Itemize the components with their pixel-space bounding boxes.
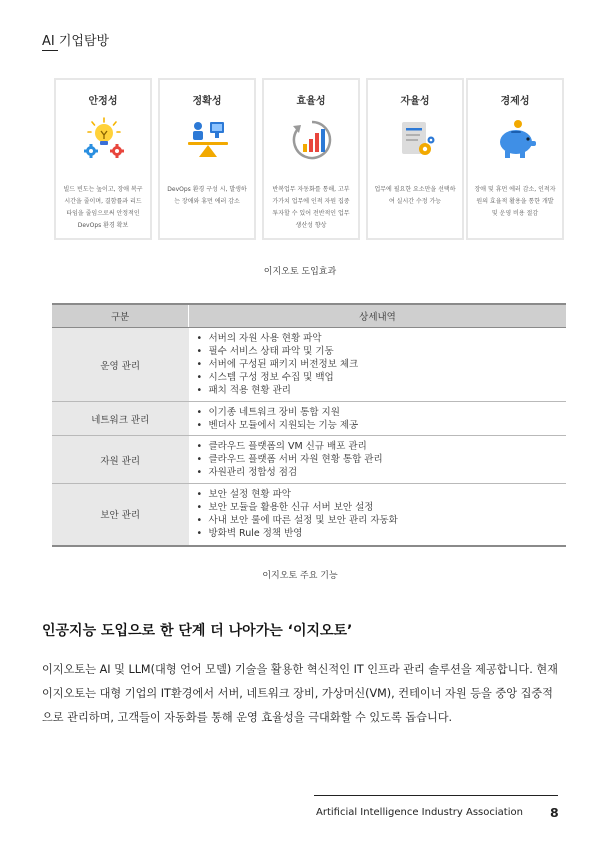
row-details	[189, 402, 567, 436]
article-heading: 인공지능 도입으로 한 단계 더 나아가는 ‘이지오토’	[42, 623, 353, 639]
detail-item: • 자원관리 정합성 점검	[197, 466, 567, 479]
table-header-details: 상세내역	[189, 304, 567, 328]
table-header-category: 구분	[52, 304, 189, 328]
piggy-bank-icon	[492, 116, 540, 164]
row-category: 운영 관리	[52, 328, 189, 402]
card-economy	[466, 78, 564, 240]
card-description: DevOps 환경 구성 시, 발생하는 장애와 휴먼 에러 감소	[167, 186, 247, 205]
card-title: 자율성	[400, 96, 430, 107]
row-category: 자원 관리	[52, 436, 189, 484]
cards-caption: 이지오토 도입효과	[263, 267, 337, 277]
card-description: 업무에 필요한 요소만을 선택하여 실시간 수정 가능	[374, 186, 456, 205]
card-autonomy	[366, 78, 464, 240]
page-number: 8	[550, 805, 559, 820]
detail-item: • 클라우드 플랫폼 서버 자원 현황 통합 관리	[197, 453, 567, 466]
card-accuracy	[158, 78, 256, 240]
detail-item: • 이기종 네트워크 장비 통합 지원	[197, 406, 567, 419]
card-efficiency	[262, 78, 360, 240]
row-category: 네트워크 관리	[52, 402, 189, 436]
footer-org: Artificial Intelligence Industry Association	[316, 807, 523, 818]
features-table	[52, 303, 566, 547]
row-details	[189, 484, 567, 546]
detail-item: • 필수 서비스 상태 파악 및 기동	[197, 345, 567, 358]
card-description: 빌드 빈도는 높이고, 장애 복구시간을 줄이며, 결함률과 리드타임을 줄임으로써 안정적인 DevOps 환경 확보	[63, 186, 143, 229]
table-row	[52, 402, 566, 436]
benefit-cards	[54, 78, 556, 244]
section-label: AI 기업탐방	[42, 34, 110, 49]
card-title: 효율성	[296, 96, 326, 107]
card-stability	[54, 78, 152, 240]
card-title: 안정성	[88, 96, 118, 107]
document-settings-icon	[392, 116, 440, 164]
card-title: 경제성	[500, 96, 530, 107]
card-description: 반복업무 자동화를 통해, 고부가가치 업무에 인적 자원 집중 투자할 수 있어 전반적인 업무 생산성 향상	[272, 186, 350, 229]
detail-item: • 사내 보안 룰에 따른 설정 및 보안 관리 자동화	[197, 514, 567, 527]
row-category: 보안 관리	[52, 484, 189, 546]
detail-item: • 서버의 자원 사용 현황 파악	[197, 332, 567, 345]
table-caption: 이지오토 주요 기능	[262, 571, 338, 581]
row-details	[189, 328, 567, 402]
detail-item: • 시스템 구성 정보 수집 및 백업	[197, 371, 567, 384]
growth-chart-icon	[288, 116, 336, 164]
detail-item: • 방화벽 Rule 정책 반영	[197, 527, 567, 540]
detail-item: • 패치 적용 현황 관리	[197, 384, 567, 397]
row-details	[189, 436, 567, 484]
detail-item: • 벤더사 모듈에서 지원되는 기능 제공	[197, 419, 567, 432]
detail-item: • 서버에 구성된 패키지 버전정보 체크	[197, 358, 567, 371]
balance-scale-icon	[184, 116, 232, 164]
card-title: 정확성	[192, 96, 222, 107]
article-paragraph: 이지오토는 AI 및 LLM(대형 언어 모델) 기술을 활용한 혁신적인 IT 인프라 관리 솔루션을 제공합니다. 현재 이지오토는 대형 기업의 IT환경에서 서버, 네트워크 장비, 가상머신(VM), 컨테이너 자원 등을 중앙 집중적으로 관리하며, 고객들이 자동화를 통해 운영 효율성을 극대화할 수 있도록 돕습니다.	[42, 663, 558, 724]
detail-item: • 클라우드 플랫폼의 VM 신규 배포 관리	[197, 440, 567, 453]
table-row	[52, 484, 566, 546]
detail-item: • 보안 설정 현황 파악	[197, 488, 567, 501]
lightbulb-gears-icon	[80, 116, 128, 164]
footer-rule	[314, 795, 558, 796]
table-row	[52, 328, 566, 402]
section-underline	[42, 50, 58, 51]
table-row	[52, 436, 566, 484]
card-description: 장애 및 휴먼 에러 감소, 인적자원의 효율적 활용을 통한 개발 및 운영 비용 절감	[474, 186, 556, 217]
detail-item: • 보안 모듈을 활용한 신규 서버 보안 설정	[197, 501, 567, 514]
